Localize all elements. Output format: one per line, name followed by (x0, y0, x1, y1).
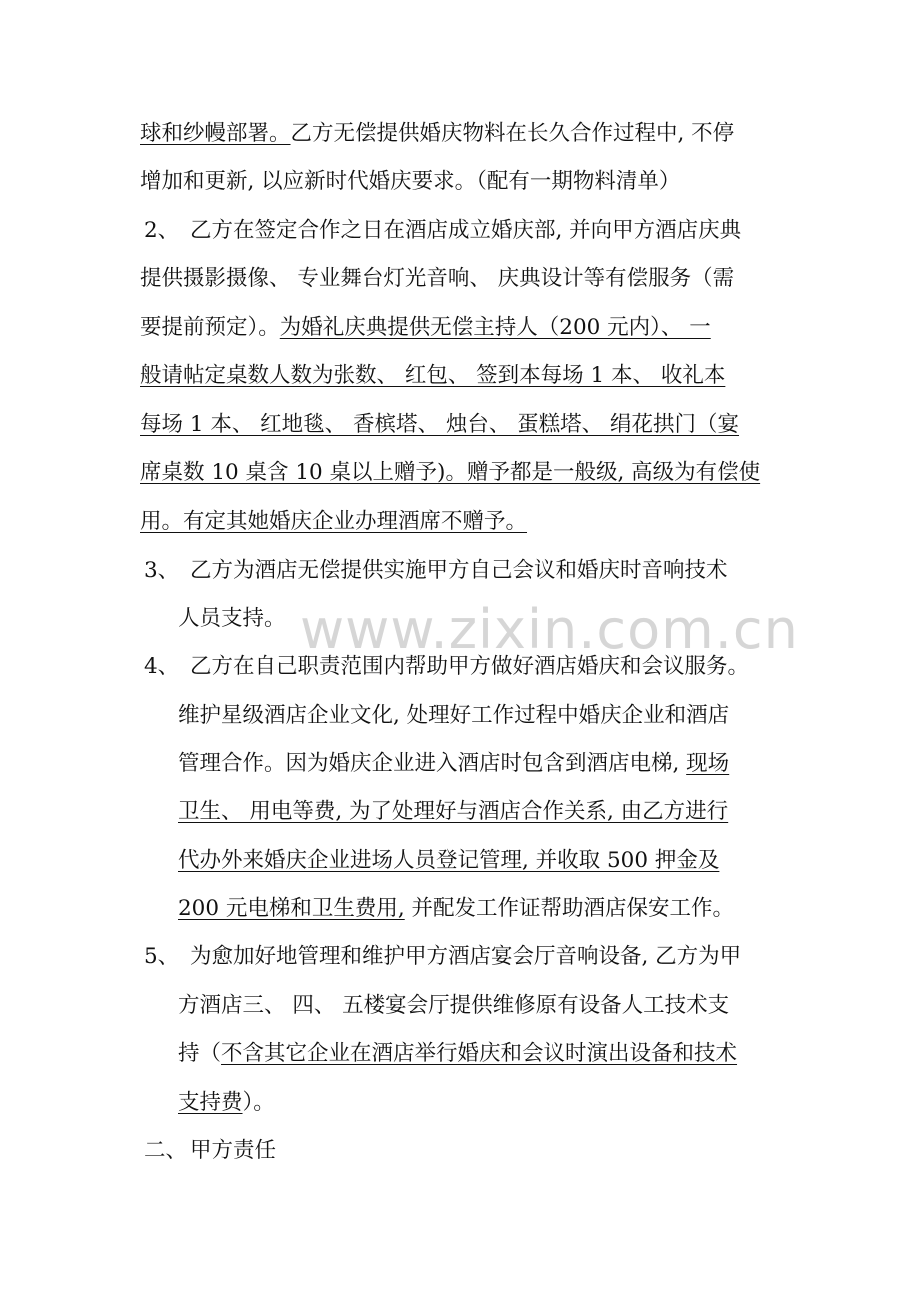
underlined-text: 球和纱幔部署。 (140, 121, 291, 146)
text-run: 乙方无偿提供婚庆物料在长久合作过程中, 不停 (290, 121, 735, 146)
text-run: 方酒店三、 四、 五楼宴会厅提供维修原有设备人工技术支 (178, 993, 730, 1018)
text-line (140, 120, 805, 148)
text-line (140, 265, 805, 293)
text-run: 甲方责任 (190, 1138, 277, 1163)
underlined-text: 现场 (686, 751, 730, 776)
text-run: 乙方为酒店无偿提供实施甲方自己会议和婚庆时音响技术 (190, 558, 728, 583)
text-run: 持（ (178, 1041, 222, 1066)
text-line (140, 459, 805, 487)
text-line (190, 1137, 790, 1165)
text-line (178, 992, 788, 1020)
text-line (140, 362, 805, 390)
text-line (178, 895, 788, 923)
text-run: 乙方在签定合作之日在酒店成立婚庆部, 并向甲方酒店庆典 (190, 218, 742, 243)
list-number: 2、 (144, 218, 180, 243)
underlined-text: 支持费 (178, 1090, 243, 1115)
underlined-text: 用。有定其她婚庆企业办理酒席不赠予。 (140, 509, 528, 534)
list-number: 二、 (144, 1138, 188, 1163)
text-line (178, 605, 788, 633)
text-line (140, 314, 805, 342)
text-line (178, 750, 788, 778)
text-line (140, 411, 805, 439)
text-run: 增加和更新, 以应新时代婚庆要求。（配有一期物料清单） (140, 169, 681, 194)
underlined-text: 代办外来婚庆企业进场人员登记管理, 并收取 500 押金及 (178, 848, 720, 873)
underlined-text: 不含其它企业在酒店举行婚庆和会议时演出设备和技术 (221, 1041, 738, 1066)
underlined-text: 席桌数 10 桌含 10 桌以上赠予)。赠予都是一般级, 高级为有偿使 (140, 460, 761, 485)
text-line (178, 1089, 788, 1117)
text-run: 并配发工作证帮助酒店保安工作。 (404, 896, 735, 921)
text-run: ）。 (242, 1090, 275, 1115)
text-line (140, 508, 805, 536)
text-line (178, 1040, 788, 1068)
underlined-text: 卫生、 用电等费, 为了处理好与酒店合作关系, 由乙方进行 (178, 799, 729, 824)
underlined-text: 每场 1 本、 红地毯、 香槟塔、 烛台、 蛋糕塔、 绢花拱门（宴 (140, 412, 740, 437)
text-line (190, 557, 790, 585)
list-number: 4、 (144, 654, 180, 679)
text-line (178, 798, 788, 826)
text-line (140, 168, 805, 196)
text-run: 要提前预定）。 (140, 315, 280, 340)
text-line (178, 847, 788, 875)
text-run: 维护星级酒店企业文化, 处理好工作过程中婚庆企业和酒店 (178, 703, 730, 728)
text-run: 人员支持。 (178, 606, 286, 631)
underlined-text: 为婚礼庆典提供无偿主持人（200 元内）、 一 (279, 315, 711, 340)
text-line (190, 217, 790, 245)
text-line (190, 943, 790, 971)
text-run: 提供摄影摄像、 专业舞台灯光音响、 庆典设计等有偿服务（需 (140, 266, 735, 291)
text-line (178, 702, 788, 730)
text-line (190, 653, 790, 681)
list-number: 5、 (144, 944, 180, 969)
underlined-text: 200 元电梯和卫生费用, (178, 896, 405, 921)
text-run: 乙方在自己职责范围内帮助甲方做好酒店婚庆和会议服务。 (190, 654, 750, 679)
watermark: www.zixin.com.cn (300, 598, 799, 661)
text-run: 为愈加好地管理和维护甲方酒店宴会厅音响设备, 乙方为甲 (190, 944, 742, 969)
list-number: 3、 (144, 558, 180, 583)
underlined-text: 般请帖定桌数人数为张数、 红包、 签到本每场 1 本、 收礼本 (140, 363, 726, 388)
text-run: 管理合作。因为婚庆企业进入酒店时包含到酒店电梯, (178, 751, 687, 776)
